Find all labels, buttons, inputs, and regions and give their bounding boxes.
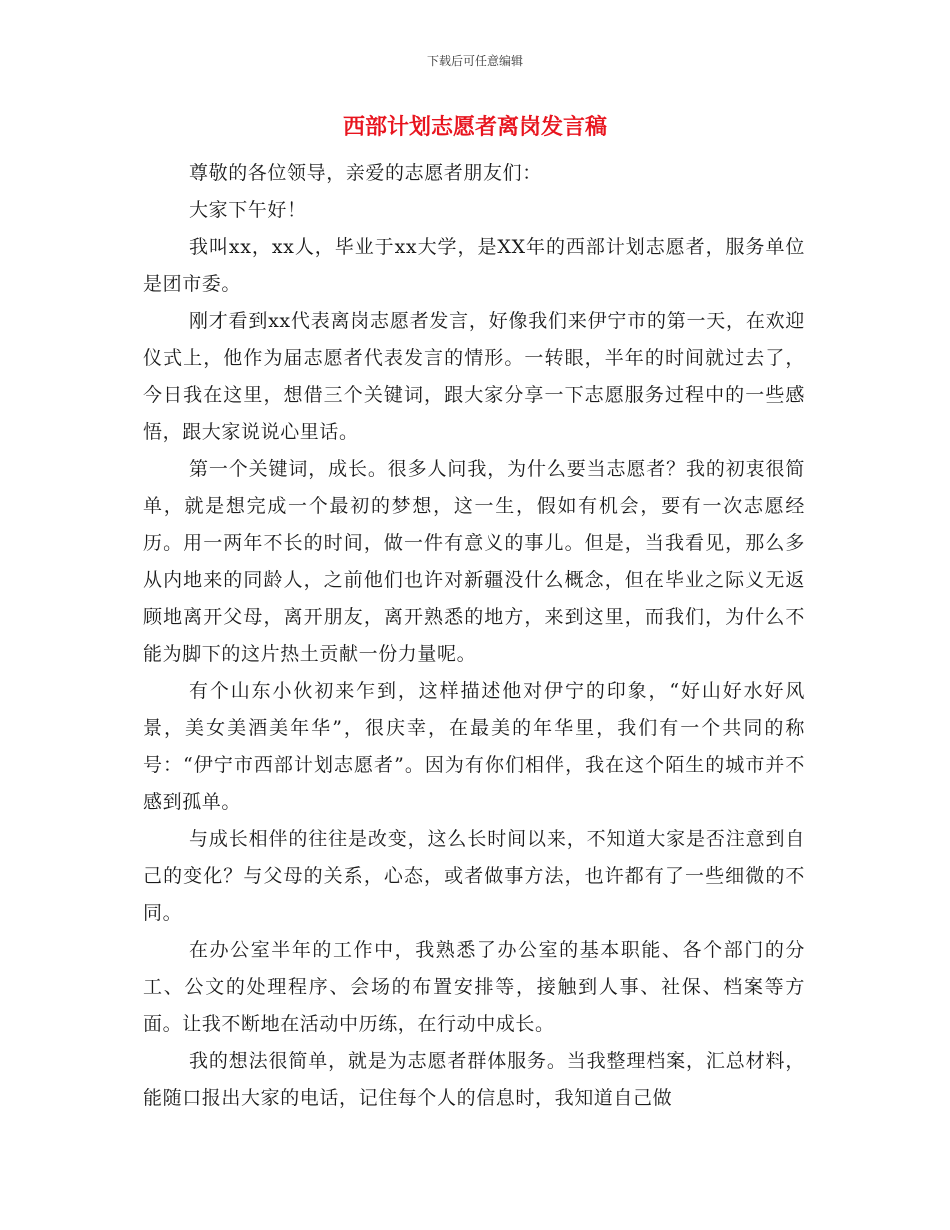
paragraph-keyword-growth: 第一个关键词，成长。很多人问我，为什么要当志愿者？我的初衷很简单，就是想完成一个最初的梦想，这一生，假如有机会，要有一次志愿经历。用一两年不长的时间，做一件有意义的事儿。但是，当我看见，那么多从内地来的同龄人，之前他们也许对新疆没什么概念，但在毕业之际义无返顾地离开父母，离开朋友，离开熟悉的地方，来到这里，而我们，为什么不能为脚下的这片热土贡献一份力量呢。 [143, 458, 805, 665]
paragraph-introduction: 我叫xx，xx人，毕业于xx大学，是XX年的西部计划志愿者，服务单位是团市委。 [143, 236, 805, 295]
paragraph-office-work: 在办公室半年的工作中，我熟悉了办公室的基本职能、各个部门的分工、公文的处理程序、会场的布置安排等，接触到人事、社保、档案等方面。让我不断地在活动中历练，在行动中成长。 [143, 939, 805, 1035]
paragraph-salutation: 尊敬的各位领导，亲爱的志愿者朋友们： [189, 162, 542, 184]
document-title: 西部计划志愿者离岗发言稿 [342, 114, 607, 140]
paragraph-shandong-volunteer: 有个山东小伙初来乍到，这样描述他对伊宁的印象，“好山好水好风景，美女美酒美年华”，很庆幸，在最美的年华里，我们有一个共同的称号：“伊宁市西部计划志愿者”。因为有你们相伴，我在这个陌生的城市并不感到孤单。 [143, 680, 805, 813]
page-header-note: 下载后可任意编辑 [426, 54, 523, 68]
paragraph-service: 我的想法很简单，就是为志愿者群体服务。当我整理档案，汇总材料，能随口报出大家的电话，记住每个人的信息时，我知道自己做 [143, 1050, 805, 1109]
paragraph-opening: 刚才看到xx代表离岗志愿者发言，好像我们来伊宁市的第一天，在欢迎仪式上，他作为届志愿者代表发言的情形。一转眼，半年的时间就过去了，今日我在这里，想借三个关键词，跟大家分享一下志愿服务过程中的一些感悟，跟大家说说心里话。 [143, 310, 805, 443]
paragraph-change: 与成长相伴的往往是改变，这么长时间以来，不知道大家是否注意到自己的变化？与父母的关系，心态，或者做事方法，也许都有了一些细微的不同。 [143, 828, 805, 924]
document-body [143, 155, 805, 1117]
paragraph-greeting: 大家下午好！ [189, 199, 307, 221]
